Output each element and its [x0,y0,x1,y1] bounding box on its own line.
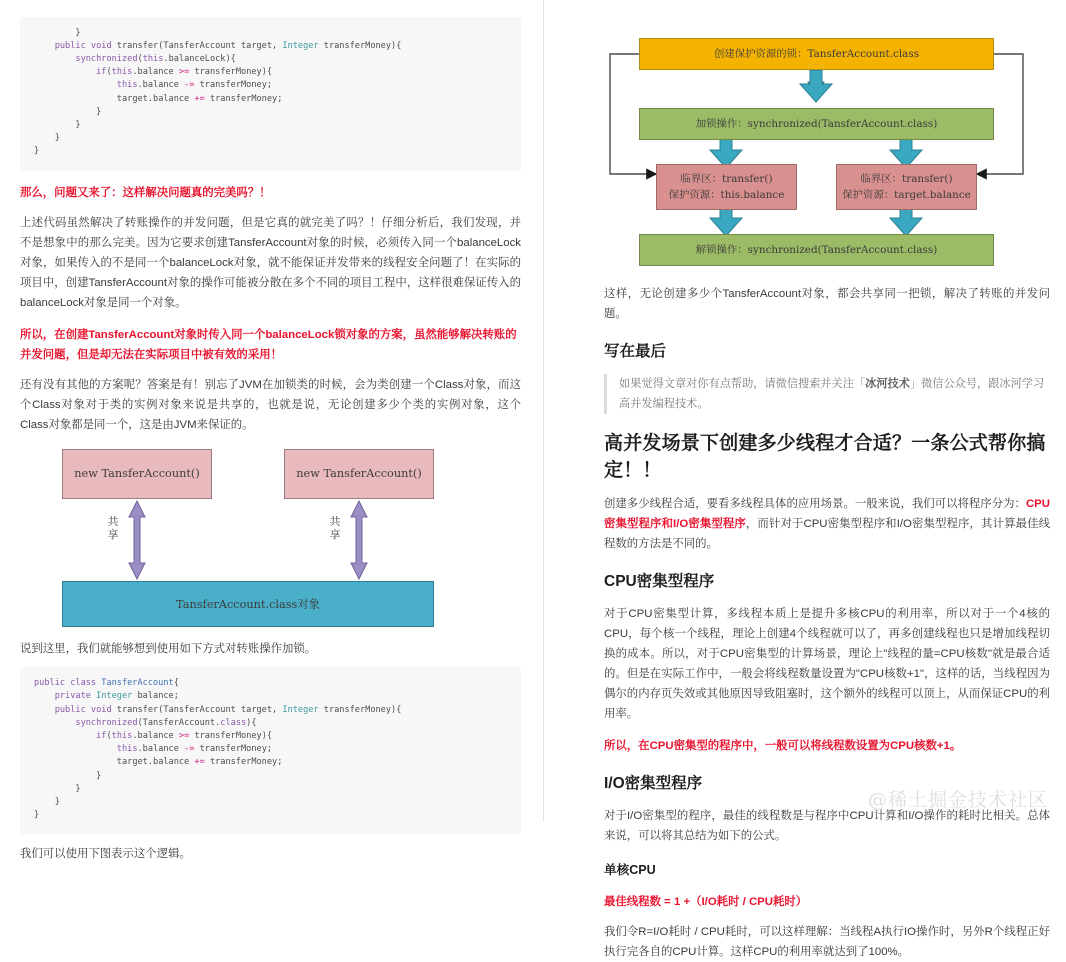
diagram-box-new-account-left: new TansferAccount() [62,449,212,499]
paragraph-2: 还有没有其他的方案呢？答案是有！别忘了JVM在加锁类的时候，会为类创建一个Class对象，而这个Class对象对于类的实例对象来说是共享的，也就是说，无论创建多少个类的实例对象，这个Class对象都是同一个，这是由JVM来保证的。 [20,378,521,431]
flow-box-create-lock: 创建保护资源的锁：TansferAccount.class [639,38,994,70]
subheading-io-intensive: I/O密集型程序 [604,775,703,792]
right-paragraph-4: 对于I/O密集型的程序，最佳的线程数是与程序中CPU计算和I/O操作的耗时比相关。总体来说，可以将其总结为如下的公式。 [604,810,1050,842]
diagram-box-class-object: TansferAccount.class对象 [62,581,434,627]
rp2-b: ，而针对于CPU密集型程序和I/O密集型程序，其计算最佳线程数的方法是不同的。 [604,518,1050,550]
flow-box-critical-left [656,164,797,210]
flow-box-unlock-operation: 解锁操作：synchronized(TansferAccount.class) [639,234,994,266]
quote-post: 」微信公众号，跟冰河学习高并发编程技术。 [619,378,1045,410]
subheading-cpu-intensive: CPU密集型程序 [604,573,715,590]
figure-lock-flow [594,26,1039,274]
right-paragraph-1: 这样，无论创建多少个TansferAccount对象，都会共享同一把锁，解决了转账的并发问题。 [604,288,1050,320]
red-heading-2: 所以，在创建TansferAccount对象时传入同一个balanceLock锁对象的方案，虽然能够解决转账的并发问题，但是却无法在实际项目中被有效的采用！ [20,328,517,361]
flow-box-lock-operation: 加锁操作：synchronized(TansferAccount.class) [639,108,994,140]
paragraph-4: 我们可以使用下图表示这个逻辑。 [20,848,191,861]
paragraph-1: 上述代码虽然解决了转账操作的并发问题，但是它真的就完美了吗？！仔细分析后，我们发现，并不是想象中的那么完美。因为它要求创建TansferAccount对象的时候，必须传入同一个balanceLock对象，如果传入的不是同一个balanceLock对象，就不能保证并发带来的线程安全问题了！在实际的项目中，创建TansferAccount对象的操作可能被分散在多个不同的项目工程中，这样很难保证传入的balanceLock对象是同一个对象。 [20,216,521,309]
share-arrow-right-icon [348,499,370,581]
right-paragraph-5: 我们令R=I/O耗时 / CPU耗时，可以这样理解：当线程A执行IO操作时，另外R个线程正好执行完各自的CPU计算。这样CPU的利用率就达到了100%。 [604,926,1050,958]
heading-final-words: 写在最后 [604,343,667,360]
rp2-red: CPU密集型程序和I/O密集型程序 [604,498,1050,530]
rp2-a: 创建多少线程合适，要看多线程具体的应用场景。一般来说，我们可以将程序分为： [604,498,1026,510]
flow-box-critical-left-line2: 保护资源：this.balance [668,189,785,201]
code-block-class-lock: public class TansferAccount{ private Integer balance; public void transfer(TansferAccount target, Integer transferMoney){ synchronized(TansferAccount.class){ if(this.balance >= transferMoney){ this.balance -= transferMoney; target.balance += transferMoney; } } } } [20,667,521,834]
formula-best-thread-count [604,892,1050,912]
right-paragraph-2 [604,494,1050,554]
quote-bold: 冰河技术 [865,378,910,390]
subheading-single-core-cpu: 单核CPU [604,863,656,877]
flow-box-critical-right-line1: 临界区：transfer() [860,173,953,185]
formula-label: 最佳线程数 [604,896,661,908]
share-arrow-left-icon [126,499,148,581]
watermark: @稀土掘金技术社区 [867,789,1048,811]
flow-box-critical-right-line2: 保护资源：target.balance [842,189,971,201]
left-column [0,0,543,861]
quote-pre: 如果觉得文章对你有点帮助，请微信搜索并关注「 [619,378,866,390]
right-column [544,0,1066,958]
red-note-cpu: 所以，在CPU密集型的程序中，一般可以将线程数设置为CPU核数+1。 [604,740,962,752]
code-block-balancelock: } public void transfer(TansferAccount target, Integer transferMoney){ synchronized(this.balanceLock){ if(this.balance >= transferMoney){ this.balance -= transferMoney; target.balance += transferMoney; } } } } [20,17,521,171]
share-label-right: 共享 [329,514,341,541]
red-heading-1: 那么，问题又来了：这样解决问题真的完美吗？！ [20,186,271,199]
paragraph-3: 说到这里，我们就能够想到使用如下方式对转账操作加锁。 [20,642,317,655]
diagram-box-new-account-right: new TansferAccount() [284,449,434,499]
flow-box-critical-right [836,164,977,210]
right-paragraph-3: 对于CPU密集型计算，多线程本质上是提升多核CPU的利用率，所以对于一个4核的CPU，每个核一个线程，理论上创建4个线程就可以了，再多创建线程也只是增加线程切换的成本。所以，对于CPU密集型的计算场景，理论上"线程的量=CPU核数"就是最合适的。但是在实际工作中，一般会将线程数量设置为"CPU核数+1"，这样的话，当线程因为偶尔的内存页失效或其他原因导致阻塞时，这个额外的线程可以顶上，从而保证CPU的利用率。 [604,608,1050,720]
section-title-thread-count: 高并发场景下创建多少线程才合适？一条公式帮你搞定！！ [604,433,1046,481]
formula-expression: = 1 +（I/O耗时 / CPU耗时） [660,896,808,908]
share-label-left: 共享 [107,514,119,541]
blockquote-followup [604,374,1050,414]
flow-box-critical-left-line1: 临界区：transfer() [680,173,773,185]
figure-shared-class-object [62,449,484,629]
